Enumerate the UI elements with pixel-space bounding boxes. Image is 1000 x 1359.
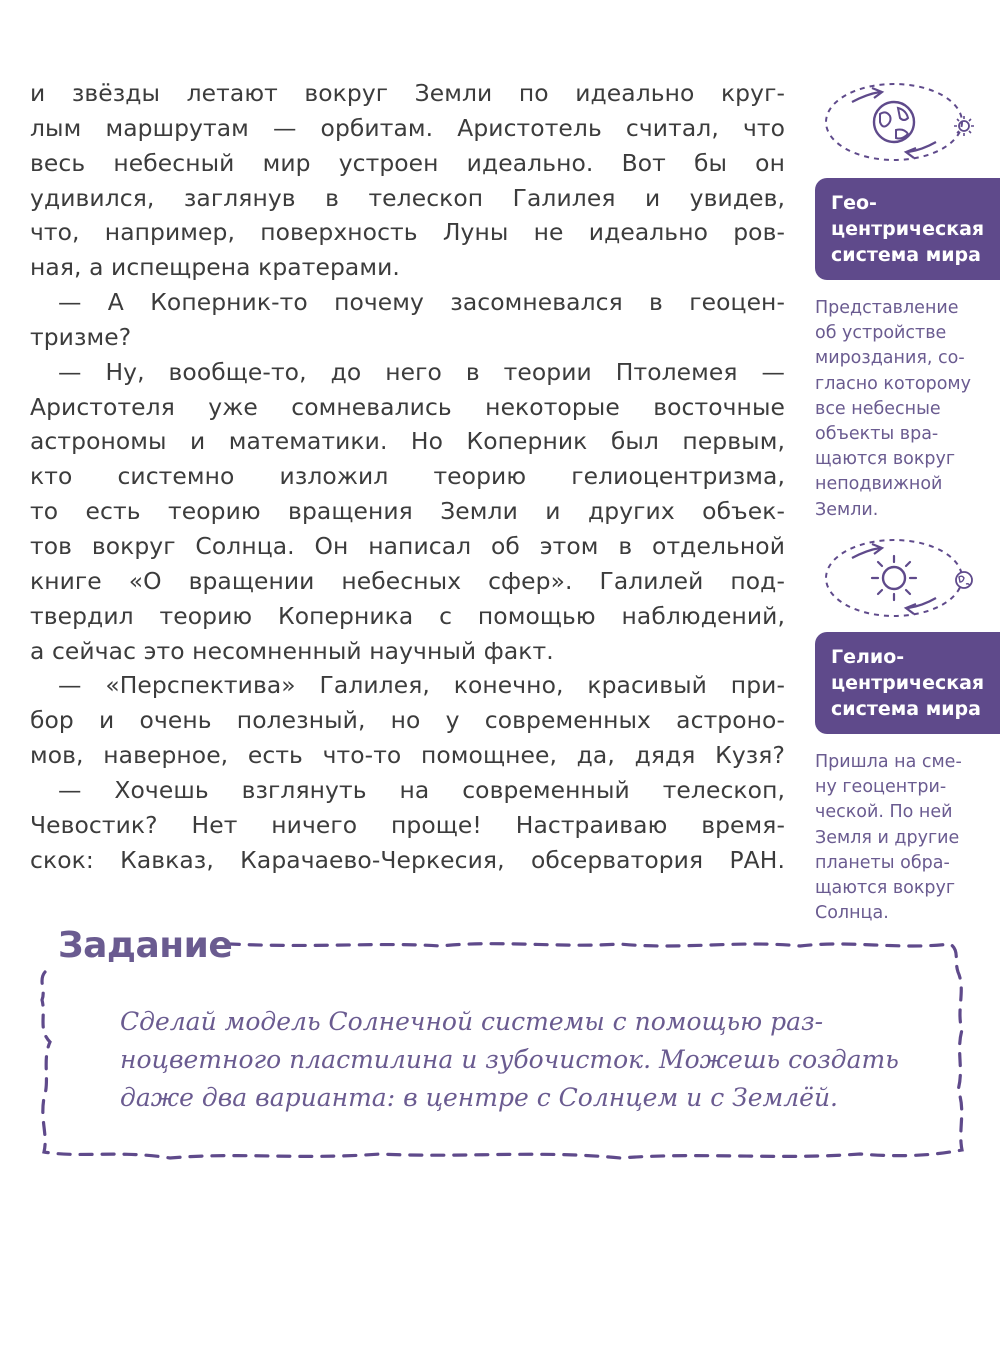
earth-centered-orbit-icon <box>812 72 1000 172</box>
main-line: бор и очень полезный, но у современных астроно- <box>30 706 785 735</box>
task-line: ноцветного пластилина и зубочисток. Можешь создать <box>120 1045 899 1074</box>
main-line: удивился, заглянув в телескоп Галилея и увидев, <box>30 183 785 212</box>
main-line: — А Коперник-то почему засомневался в геоцен- <box>58 288 785 317</box>
main-line: тризме? <box>30 322 132 351</box>
main-line: Чевостик? Нет ничего проще! Настраиваю время- <box>30 810 785 839</box>
main-line: кто системно изложил теорию гелиоцентризма, <box>30 462 785 491</box>
main-line: и звёзды летают вокруг Земли по идеально круг- <box>30 79 785 107</box>
main-line: ная, а испещрена кратерами. <box>30 253 400 282</box>
main-line: — Ну, вообще-то, до него в теории Птолемея — <box>58 357 785 386</box>
main-line: мов, наверное, есть что-то помощнее, да, дядя Кузя? <box>30 741 785 770</box>
main-line: весь небесный мир устроен идеально. Вот бы он <box>30 148 785 177</box>
main-line: твердил теорию Коперника с помощью наблюдений, <box>30 601 785 630</box>
task-title: Задание <box>58 925 233 966</box>
main-text <box>30 76 785 877</box>
heliocentric-term-label: Гелио- центрическая система мира <box>815 632 1000 734</box>
sun-centered-orbit-icon <box>812 528 1000 628</box>
main-line: а сейчас это несомненный научный факт. <box>30 636 554 665</box>
main-line: тов вокруг Солнца. Он написал об этом в отдельной <box>30 531 785 560</box>
main-line: астрономы и математики. Но Коперник был первым, <box>30 427 785 456</box>
main-line: книге «О вращении небесных сфер». Галилей под- <box>30 566 785 595</box>
task-text <box>120 1003 900 1117</box>
main-line: Аристотеля уже сомневались некоторые восточные <box>30 392 785 421</box>
main-line: то есть теорию вращения Земли и других объек- <box>30 497 785 526</box>
main-line: — Хочешь взглянуть на современный телескоп, <box>58 775 785 804</box>
task-line: Сделай модель Солнечной системы с помощью раз- <box>120 1007 824 1036</box>
heliocentric-definition: Пришла на сме- ну геоцентри- ческой. По ней Земля и другие планеты обра- щаются вокруг Солнца. <box>815 752 962 924</box>
main-line: — «Перспектива» Галилея, конечно, красивый при- <box>58 671 785 700</box>
geocentric-term-label: Гео- центрическая система мира <box>815 178 1000 280</box>
main-line: лым маршрутам — орбитам. Аристотель считал, что <box>30 113 785 142</box>
task-line: даже два варианта: в центре с Солнцем и с Землёй. <box>120 1083 839 1112</box>
geocentric-definition: Представление об устройстве мироздания, со- гласно которому все небесные объекты вра- щаются вокруг неподвижной Земли. <box>815 298 971 520</box>
main-line: скок: Кавказ, Карачаево-Черкесия, обсерватория РАН. <box>30 845 785 874</box>
main-line: что, например, поверхность Луны не идеально ров- <box>30 218 785 247</box>
